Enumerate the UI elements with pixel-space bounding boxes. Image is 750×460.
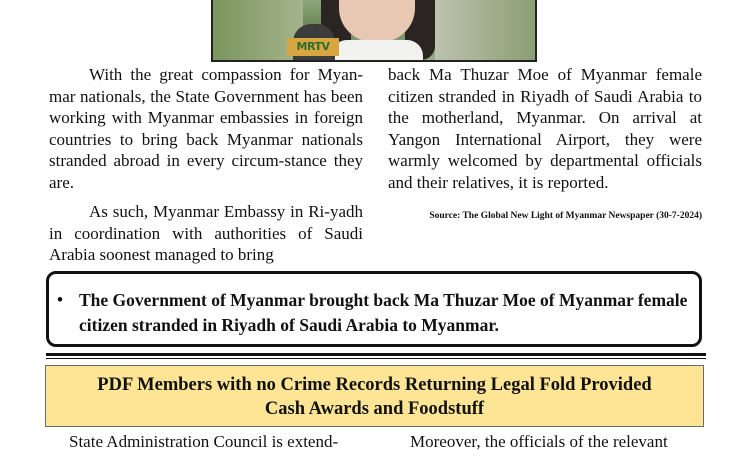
article-right-column	[388, 64, 702, 193]
headline-line-1: PDF Members with no Crime Records Returning Legal Fold Provided	[97, 375, 652, 395]
summary-box	[46, 271, 702, 347]
photo-background-right	[435, 0, 535, 60]
section-divider-thin	[46, 358, 706, 359]
headline-line-2: Cash Awards and Foodstuff	[264, 399, 485, 419]
article-paragraph-1: With the great compassion for Myan-mar nationals, the State Government has been working with Myanmar embassies in foreign countries to bring back Myanmar nationals stranded abroad in every circum-stance they are.	[49, 65, 363, 192]
mrtv-logo: MRTV	[287, 38, 339, 56]
article-paragraph-2: As such, Myanmar Embassy in Ri-yadh in coordination with authorities of Saudi Arabia soonest managed to bring	[49, 202, 363, 264]
news-photo	[211, 0, 537, 62]
summary-item	[57, 288, 699, 337]
article-left-column	[49, 64, 363, 266]
article-source: Source: The Global New Light of Myanmar Newspaper (30-7-2024)	[429, 211, 702, 221]
section-divider-thick	[46, 353, 706, 356]
next-article-left-text: State Administration Council is extend-	[69, 432, 339, 451]
bullet-icon: •	[57, 290, 63, 309]
next-article-right-text: Moreover, the officials of the relevant	[410, 432, 668, 451]
next-article-headline	[45, 365, 704, 427]
article-paragraph-3: back Ma Thuzar Moe of Myanmar female citizen stranded in Riyadh of Saudi Arabia to the motherland, Myanmar. On arrival at Yangon International Airport, they were warmly welcomed by departmental officials and their relatives, it is reported.	[388, 65, 702, 192]
photo-shirt	[331, 40, 423, 62]
summary-text: The Government of Myanmar brought back Ma Thuzar Moe of Myanmar female citizen stranded in Riyadh of Saudi Arabia to Myanmar.	[79, 290, 688, 335]
